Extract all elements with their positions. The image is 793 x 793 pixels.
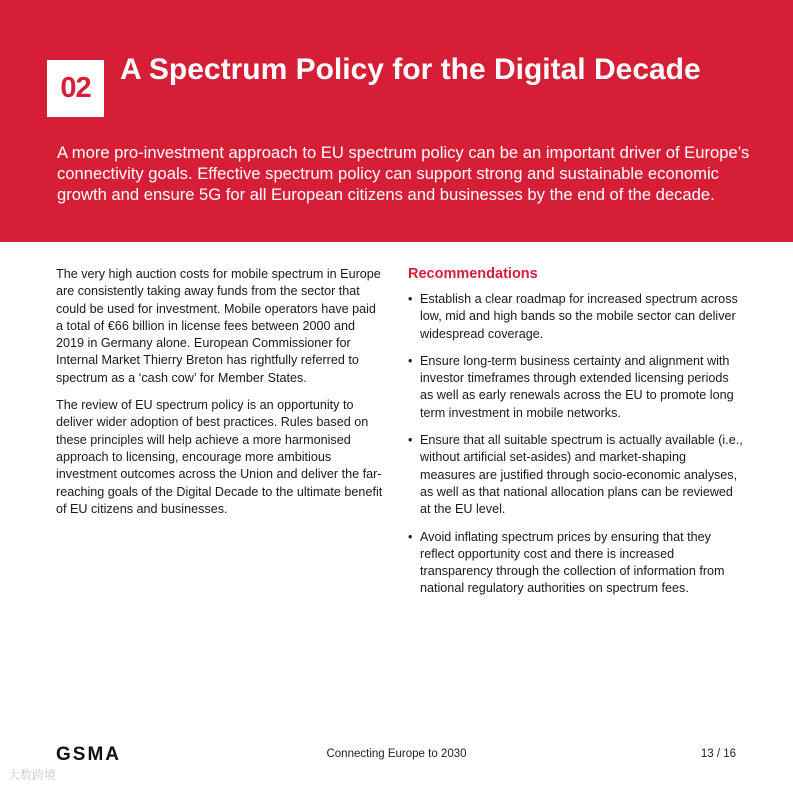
recommendation-item [408,353,743,422]
body-column [56,266,386,528]
recommendation-item [408,291,743,343]
page-number: 13 / 16 [700,748,736,760]
body-paragraph-1: The very high auction costs for mobile spectrum in Europe are consistently taking away funds from the sector that could be used for investment. Mobile operators have paid a total of €66 billion in license fees between 2000 and 2019 in Germany alone. European Commissioner for Internal Market Thierry Breton has rightfully referred to spectrum as a ‘cash cow’ for Member States. [56,267,381,385]
body-paragraph-2: The review of EU spectrum policy is an opportunity to deliver wider adoption of best practices. Rules based on these principles will help achieve a more harmonised approach to licensing, encourage more ambitious investment outcomes across the Union and deliver the far-reaching goals of the Digital Decade to the ultimate benefit of EU citizens and businesses. [56,398,383,516]
intro-text: A more pro-investment approach to EU spectrum policy can be an important driver of Europe’s connectivity goals. Effective spectrum policy can support strong and sustainable economic growth and ensure 5G for all European citizens and businesses by the end of the decade. [57,143,750,204]
recommendations-heading: Recommendations [408,266,538,282]
bullet-icon: • [408,353,413,368]
recommendation-item [408,432,743,518]
section-number-badge: 02 [47,60,104,117]
header-banner [0,0,793,242]
recommendations-list [408,291,743,598]
recommendations-column [408,265,743,608]
recommendation-text: Ensure long-term business certainty and alignment with investor timeframes through extended licensing periods as well as early renewals across the EU to promote long term investment in mobile networks. [420,353,734,420]
recommendation-text: Establish a clear roadmap for increased spectrum across low, mid and high bands so the mobile sector can deliver widespread coverage. [420,292,738,341]
recommendation-text: Avoid inflating spectrum prices by ensuring that they reflect opportunity cost and there is increased transparency through the collection of information from national regulatory authorities on spectrum fees. [420,529,725,596]
bullet-icon: • [408,433,413,448]
watermark: 大数跨境 [8,768,57,782]
recommendation-item [408,529,743,598]
footer-caption: Connecting Europe to 2030 [326,748,467,760]
bullet-icon: • [408,529,413,544]
recommendation-text: Ensure that all suitable spectrum is actually available (i.e., without artificial set-asides) and market-shaping measures are justified through socio-economic analyses, as well as that national allocation plans can be reviewed at the EU level. [420,433,743,517]
gsma-logo: GSMA [56,744,121,765]
page-title: A Spectrum Policy for the Digital Decade [120,53,701,86]
bullet-icon: • [408,292,413,306]
